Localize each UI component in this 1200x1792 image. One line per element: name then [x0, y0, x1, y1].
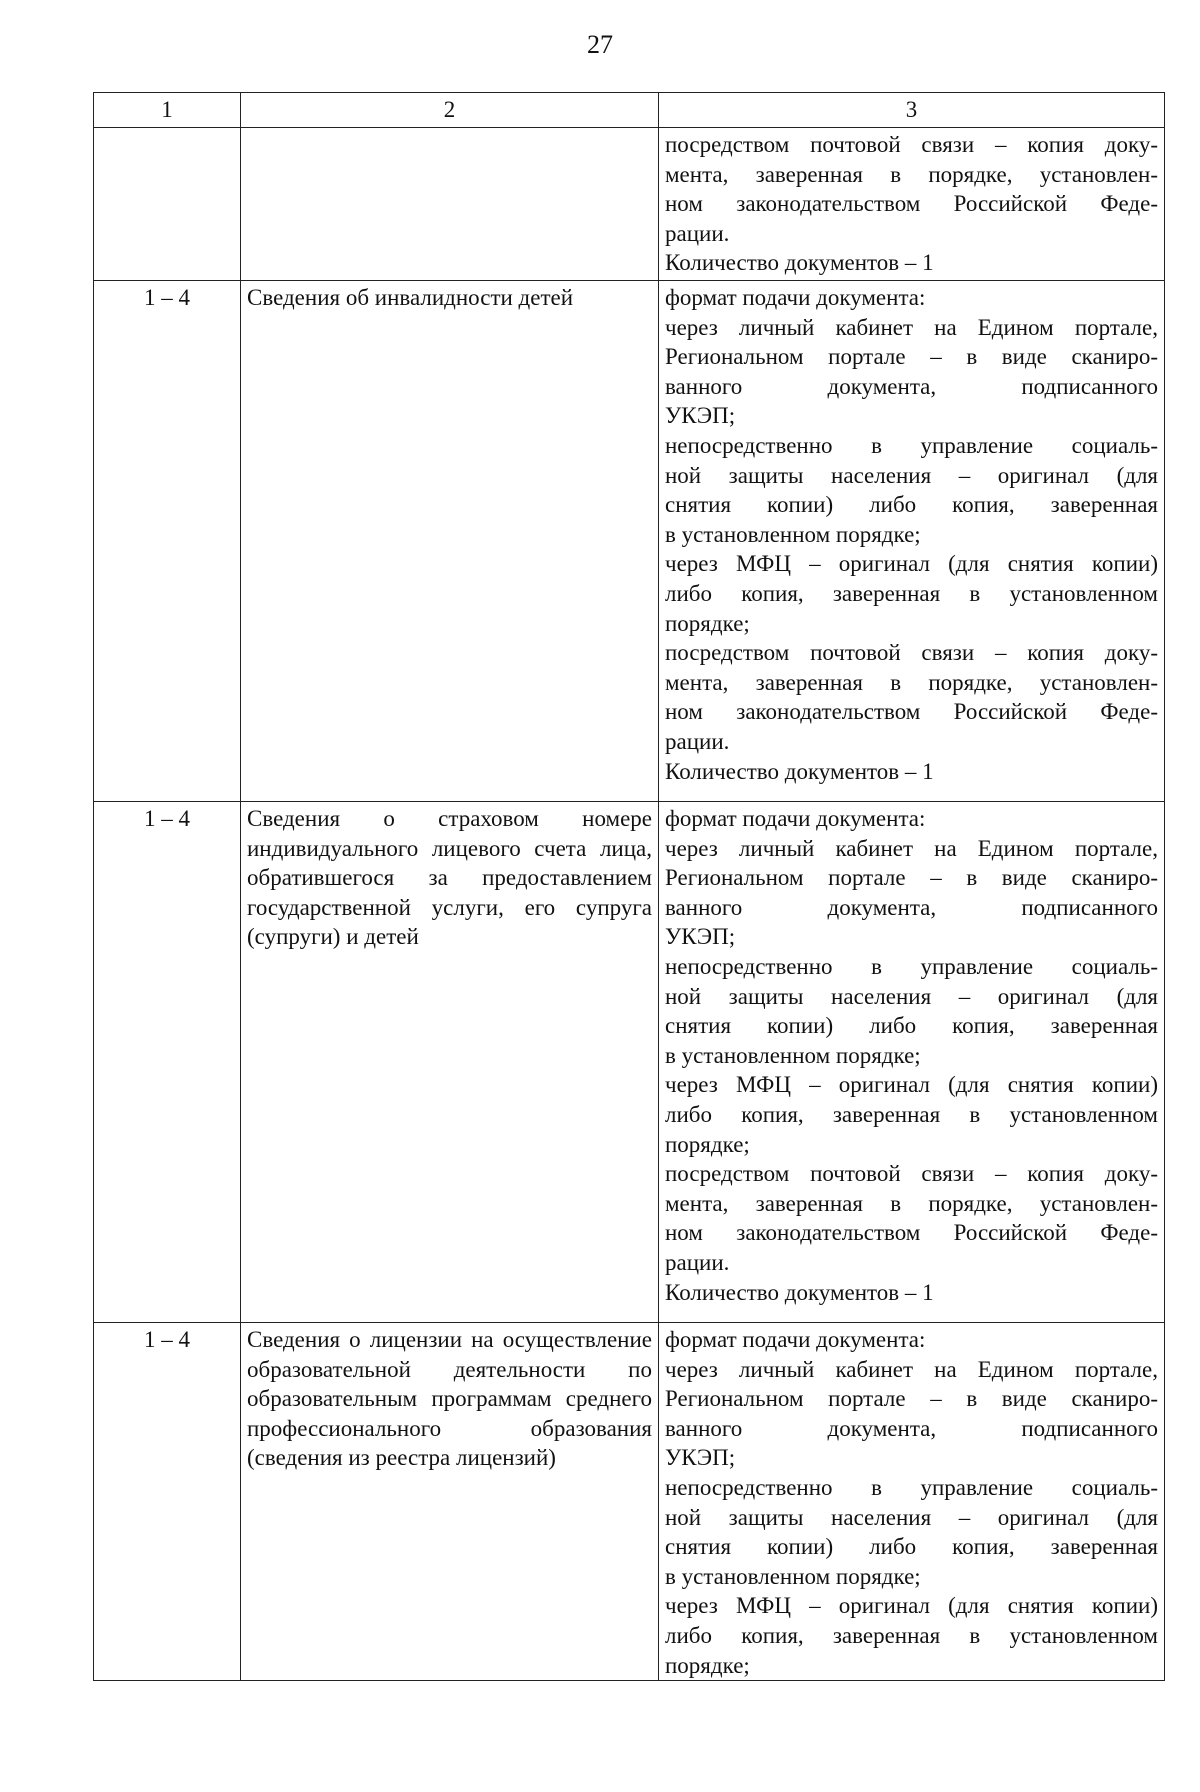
format-line: через МФЦ – оригинал (для снятия копии)	[665, 551, 1158, 577]
format-line: рации.	[665, 1249, 730, 1275]
format-line: в установленном порядке;	[665, 521, 921, 547]
format-line: УКЭП;	[665, 1445, 736, 1471]
format-line: Региональном портале – в виде сканиро-	[665, 865, 1158, 891]
format-line: ном законодательством Российской Феде-	[665, 699, 1158, 725]
format-line: либо копия, заверенная в установленном	[665, 1622, 1158, 1648]
format-line: Количество документов – 1	[665, 250, 934, 276]
format-line: посредством почтовой связи – копия доку-	[665, 132, 1158, 157]
format-line: непосредственно в управление социаль-	[665, 953, 1158, 979]
table-row	[94, 128, 1165, 281]
format-line: в установленном порядке;	[665, 1563, 921, 1589]
row-format-cell	[659, 802, 1165, 1323]
format-line: снятия копии) либо копия, заверенная	[665, 492, 1158, 518]
format-line: Количество документов – 1	[665, 758, 934, 784]
format-line: непосредственно в управление социаль-	[665, 1474, 1158, 1500]
format-line: ванного документа, подписанного	[665, 373, 1158, 399]
format-line: порядке;	[665, 1131, 750, 1157]
format-line: рации.	[665, 728, 730, 754]
row-name-cell	[241, 128, 659, 281]
format-line: ной защиты населения – оригинал (для	[665, 462, 1158, 488]
row-name-cell	[241, 1323, 659, 1681]
format-line: мента, заверенная в порядке, установлен-	[665, 669, 1158, 695]
document-name: Сведения о страховом номере индивидуального лицевого счета лица, обратившегося за предоставлением государственной услуги, его супруга (супруги) и детей	[247, 806, 652, 950]
format-line: через МФЦ – оригинал (для снятия копии)	[665, 1072, 1158, 1098]
document-table	[93, 92, 1165, 1681]
row-name-cell	[241, 281, 659, 802]
format-line: УКЭП;	[665, 403, 736, 429]
row-code-cell: 1 – 4	[94, 802, 241, 1323]
format-line: посредством почтовой связи – копия доку-	[665, 640, 1158, 666]
table-row	[94, 281, 1165, 802]
row-format-cell	[659, 128, 1165, 281]
format-line: ном законодательством Российской Феде-	[665, 191, 1158, 217]
format-line: ной защиты населения – оригинал (для	[665, 983, 1158, 1009]
document-name: Сведения об инвалидности детей	[247, 285, 574, 310]
format-line: посредством почтовой связи – копия доку-	[665, 1161, 1158, 1187]
table-header-row	[94, 93, 1165, 128]
format-line: снятия копии) либо копия, заверенная	[665, 1013, 1158, 1039]
format-line: формат подачи документа:	[665, 1327, 926, 1352]
format-line: ванного документа, подписанного	[665, 894, 1158, 920]
format-line: Количество документов – 1	[665, 1279, 934, 1305]
format-line: формат подачи документа:	[665, 806, 926, 831]
table-row	[94, 802, 1165, 1323]
format-line: либо копия, заверенная в установленном	[665, 1101, 1158, 1127]
table-row	[94, 1323, 1165, 1681]
row-format-cell	[659, 281, 1165, 802]
format-line: УКЭП;	[665, 924, 736, 950]
format-line: порядке;	[665, 610, 750, 636]
header-col-2: 2	[241, 93, 659, 128]
format-line: в установленном порядке;	[665, 1042, 921, 1068]
format-line: мента, заверенная в порядке, установлен-	[665, 1190, 1158, 1216]
format-line: ном законодательством Российской Феде-	[665, 1220, 1158, 1246]
format-line: через личный кабинет на Едином портале,	[665, 314, 1158, 340]
page-number: 27	[587, 30, 613, 59]
format-line: через МФЦ – оригинал (для снятия копии)	[665, 1593, 1158, 1619]
format-line: ванного документа, подписанного	[665, 1415, 1158, 1441]
row-name-cell	[241, 802, 659, 1323]
row-format-cell	[659, 1323, 1165, 1681]
format-line: либо копия, заверенная в установленном	[665, 580, 1158, 606]
format-line: снятия копии) либо копия, заверенная	[665, 1534, 1158, 1560]
format-line: Региональном портале – в виде сканиро-	[665, 1386, 1158, 1412]
header-col-1: 1	[94, 93, 241, 128]
format-line: Региональном портале – в виде сканиро-	[665, 344, 1158, 370]
row-code-cell: 1 – 4	[94, 1323, 241, 1681]
format-line: рации.	[665, 220, 730, 246]
header-col-3: 3	[659, 93, 1165, 128]
document-name: Сведения о лицензии на осуществление образовательной деятельности по образовательным программам среднего профессионального образования (сведения из реестра лицензий)	[247, 1327, 652, 1471]
row-code-cell	[94, 128, 241, 281]
format-line: ной защиты населения – оригинал (для	[665, 1504, 1158, 1530]
row-code-cell: 1 – 4	[94, 281, 241, 802]
format-line: формат подачи документа:	[665, 285, 926, 310]
format-line: непосредственно в управление социаль-	[665, 432, 1158, 458]
format-line: порядке;	[665, 1652, 750, 1678]
format-line: через личный кабинет на Едином портале,	[665, 1356, 1158, 1382]
format-line: через личный кабинет на Едином портале,	[665, 835, 1158, 861]
format-line: мента, заверенная в порядке, установлен-	[665, 161, 1158, 187]
